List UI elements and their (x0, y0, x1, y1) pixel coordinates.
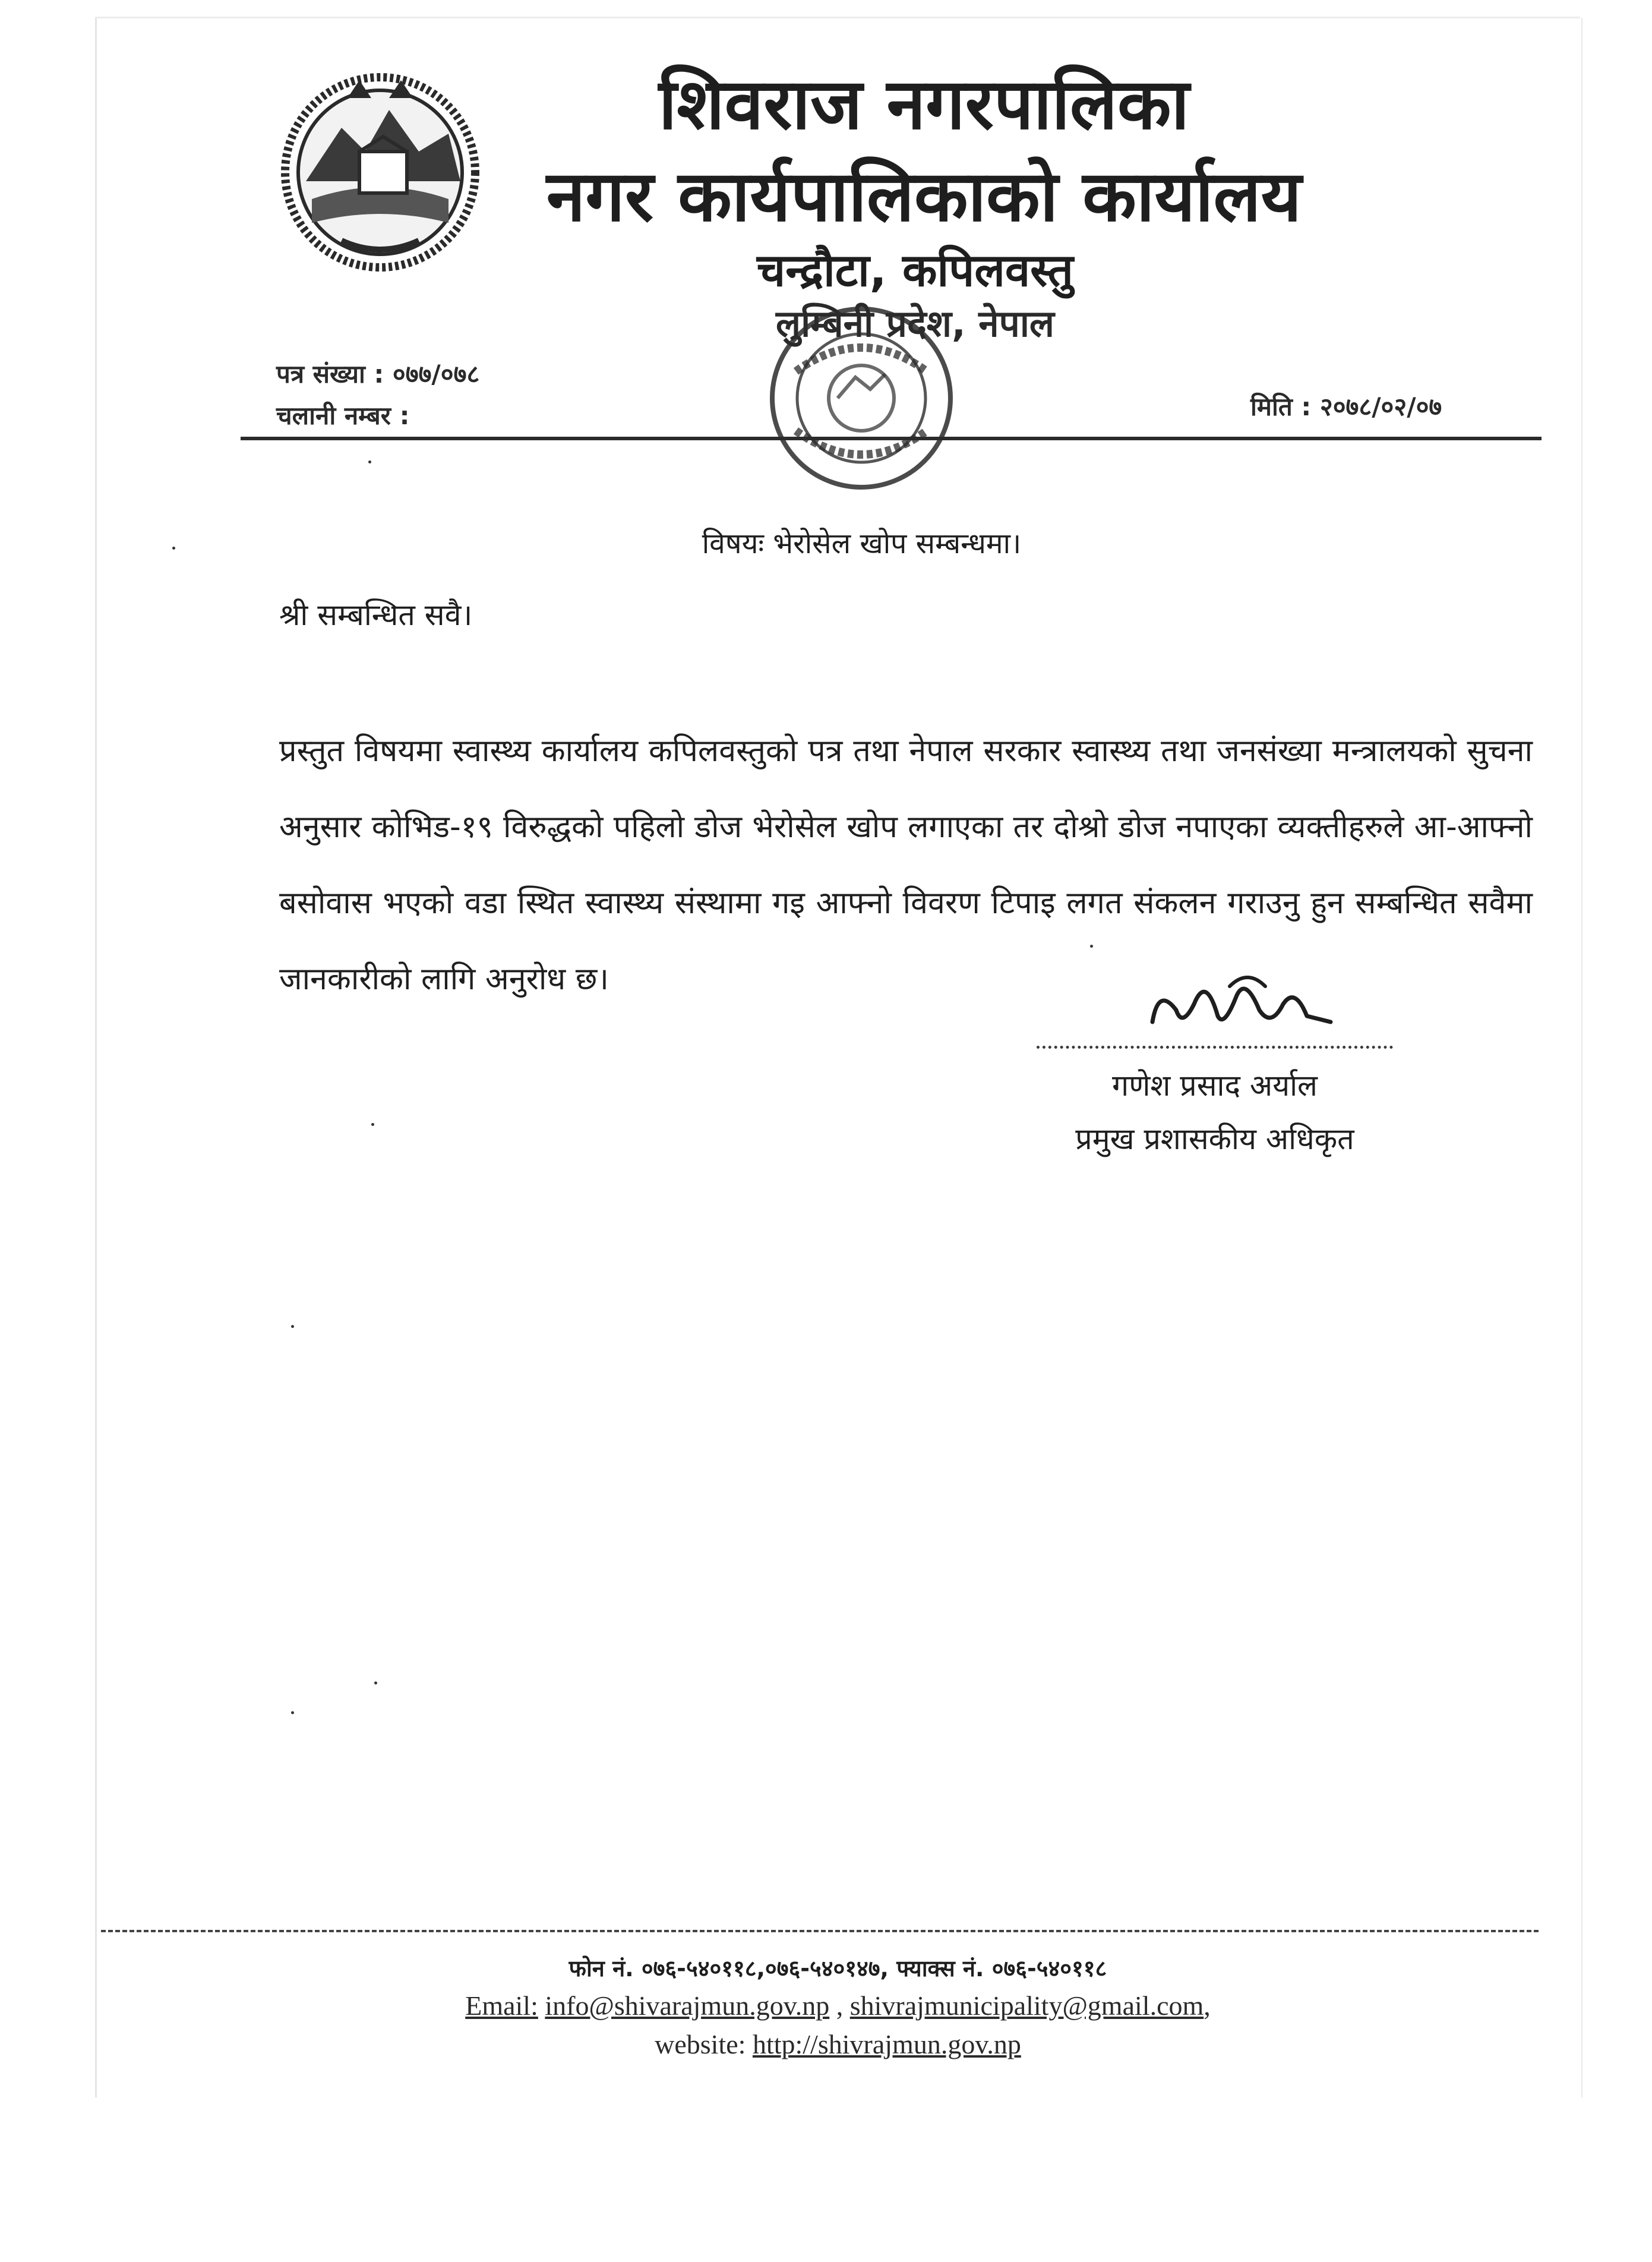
letter-number: पत्र संख्या : ०७७/०७८ (276, 359, 480, 389)
footer-phone: फोन नं. ०७६-५४०११८,०७६-५४०१४७, फ्याक्स नं. ०७६-५४०११८ (568, 1955, 1107, 1982)
office-name: नगर कार्यपालिकाको कार्यालय (546, 155, 1302, 237)
org-name: शिवराज नगरपालिका (658, 63, 1190, 145)
email-link-primary[interactable]: info@shivarajmun.gov.np (545, 1990, 830, 2021)
email-label: Email: (465, 1990, 538, 2021)
website-label: website: (655, 2029, 746, 2059)
signer-name: गणेश प्रसाद अर्याल (1112, 1068, 1318, 1103)
scan-speck (172, 547, 175, 550)
scan-speck (374, 1681, 377, 1684)
handwritten-signature (1141, 963, 1343, 1040)
scan-edge-top (95, 17, 1580, 18)
footer-website-line (0, 2026, 1652, 2063)
signer-title: प्रमुख प्रशासकीय अधिकृत (1075, 1122, 1354, 1156)
scan-speck (368, 460, 371, 463)
website-link[interactable]: http://shivrajmun.gov.np (752, 2029, 1021, 2059)
signature-line (1037, 1046, 1393, 1049)
letter-date: मिति : २०७८/०२/०७ (1250, 392, 1442, 421)
scan-speck (291, 1325, 294, 1328)
letter-subject: विषयः भेरोसेल खोप सम्बन्धमा। (702, 527, 1022, 560)
email-separator: , (836, 1990, 844, 2021)
address-line-2: लुम्बिनी प्रदेश, नेपाल (776, 302, 1054, 345)
letter-body-paragraph: प्रस्तुत विषयमा स्वास्थ्य कार्यालय कपिलवस्तुको पत्र तथा नेपाल सरकार स्वास्थ्य तथा जनसंख्या मन्त्रालयको सुचना अनुसार कोभिड-१९ विरुद्धको पहिलो डोज भेरोसेल खोप लगाएका तर दोश्रो डोज नपाएका व्यक्तीहरुले आ-आफ्नो बसोवास भएको वडा स्थित स्वास्थ्य संस्थामा गइ आफ्नो विवरण टिपाइ लगत संकलन गराउनु हुन सम्बन्धित सवैमा जानकारीको लागि अनुरोध छ। (279, 733, 1533, 997)
address-line-1: चन्द्रौटा, कपिलवस्तु (757, 244, 1073, 296)
letter-salutation: श्री सम्बन्धित सवै। (279, 598, 473, 632)
scan-speck (1090, 945, 1093, 948)
footer-email-line (0, 1987, 1652, 2024)
scan-speck (291, 1711, 294, 1714)
official-stamp-icon (760, 300, 962, 496)
email-link-secondary[interactable]: shivrajmunicipality@gmail.com (849, 1990, 1204, 2021)
dispatch-number: चलानी नम्बर : (276, 401, 410, 430)
letter-body (279, 713, 1533, 1017)
email-trailing-comma: , (1204, 1990, 1211, 2021)
footer-rule (101, 1930, 1539, 1932)
scan-speck (371, 1123, 374, 1126)
